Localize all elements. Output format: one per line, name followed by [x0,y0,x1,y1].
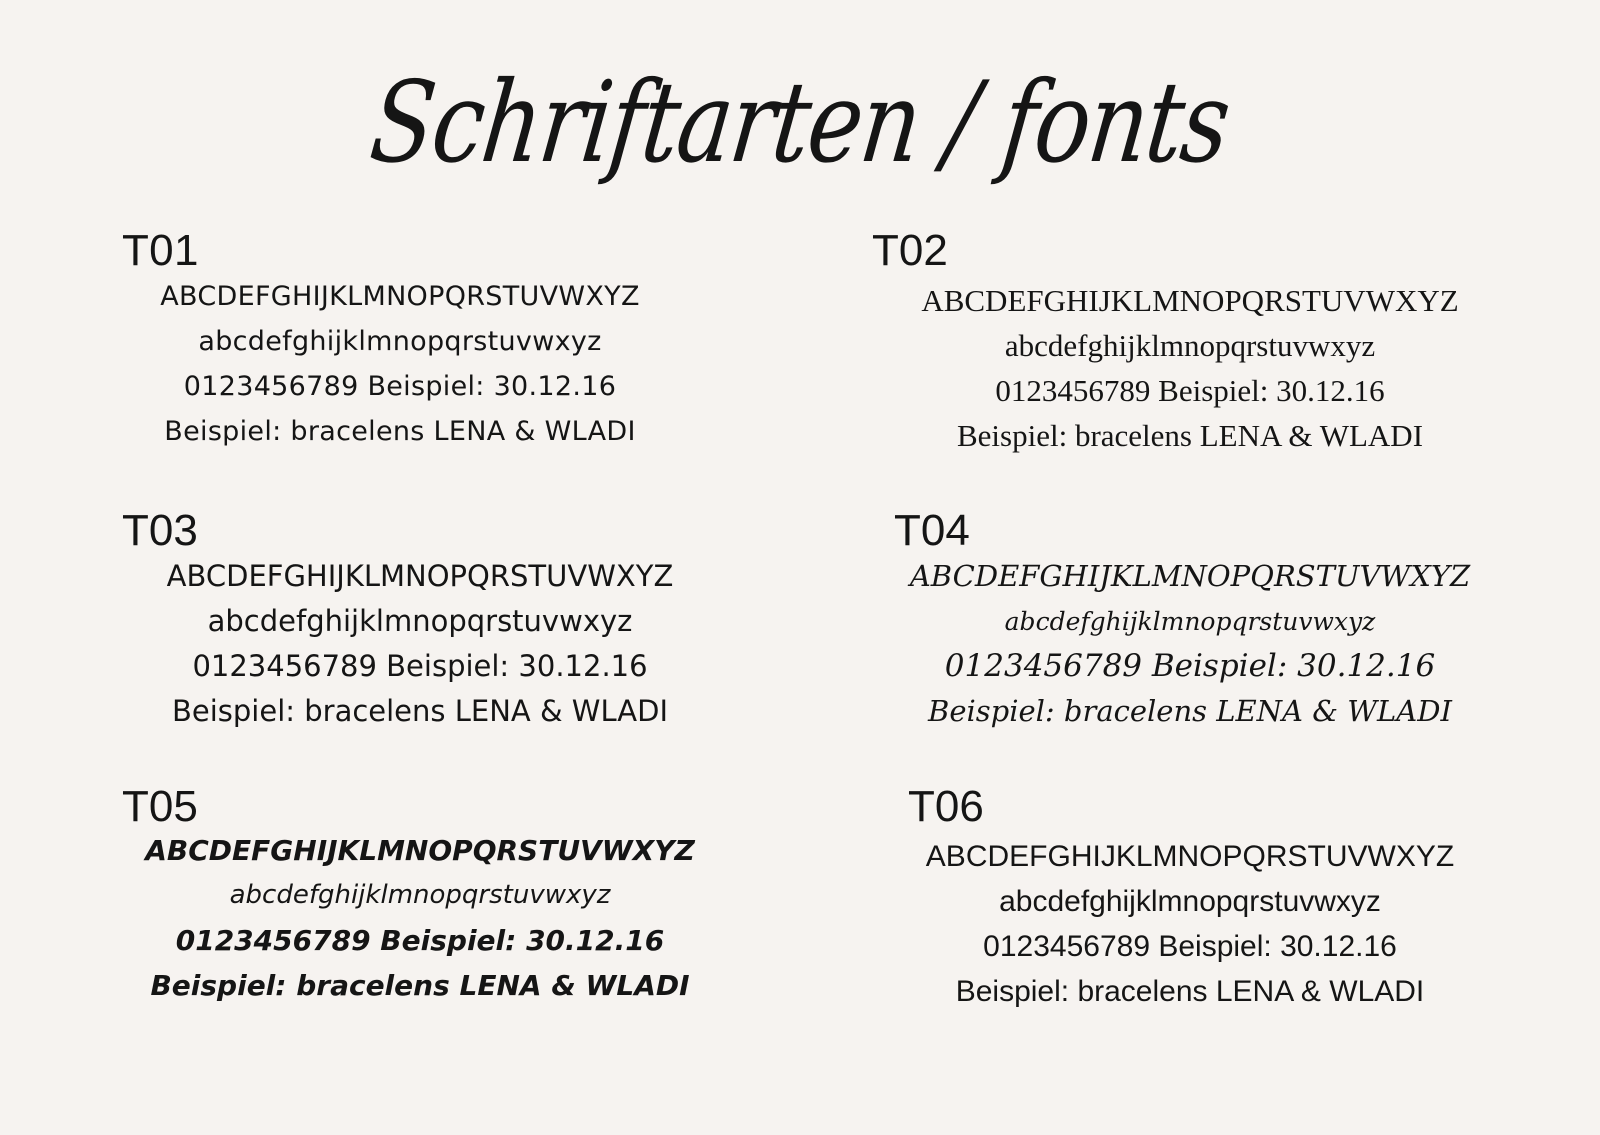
uppercase-sample: ABCDEFGHIJKLMNOPQRSTUVWXYZ [166,559,674,593]
lowercase-sample: abcdefghijklmnopqrstuvwxyz [1004,607,1376,636]
example-sample: Beispiel: bracelens LENA & WLADI [928,694,1452,728]
title-text: Schriftarten / fonts [364,58,1236,188]
font-label: T01 [122,226,199,275]
numbers-sample: 0123456789 Beispiel: 30.12.16 [944,648,1436,684]
lowercase-sample: abcdefghijklmnopqrstuvwxyz [198,326,602,357]
lowercase-sample: abcdefghijklmnopqrstuvwxyz [207,604,633,638]
example-sample: Beispiel: bracelens LENA & WLADI [956,418,1424,453]
example-sample: Beispiel: bracelens LENA & WLADI [164,416,636,447]
lowercase-sample: abcdefghijklmnopqrstuvwxyz [229,880,611,910]
font-label: T02 [872,226,948,275]
uppercase-sample: ABCDEFGHIJKLMNOPQRSTUVWXYZ [145,834,695,867]
numbers-sample: 0123456789 Beispiel: 30.12.16 [175,924,665,957]
example-sample: Beispiel: bracelens LENA & WLADI [150,969,690,1002]
page-title [0,28,1600,218]
font-label: T04 [894,506,970,555]
sample-lines [60,554,780,734]
sample-lines [830,278,1550,458]
numbers-sample: 0123456789 Beispiel: 30.12.16 [995,373,1385,408]
font-label: T05 [122,782,198,831]
numbers-sample: 0123456789 Beispiel: 30.12.16 [183,371,617,402]
uppercase-sample: ABCDEFGHIJKLMNOPQRSTUVWXYZ [921,283,1459,318]
font-label: T03 [122,506,198,555]
sample-lines [830,554,1550,734]
uppercase-sample: ABCDEFGHIJKLMNOPQRSTUVWXYZ [909,559,1471,593]
sample-lines [40,274,760,454]
example-sample: Beispiel: bracelens LENA & WLADI [171,694,669,728]
sample-lines [830,834,1550,1014]
lowercase-sample: abcdefghijklmnopqrstuvwxyz [1004,328,1376,363]
sample-lines [60,828,780,1008]
lowercase-sample: abcdefghijklmnopqrstuvwxyz [999,885,1381,918]
font-label: T06 [908,782,984,831]
numbers-sample: 0123456789 Beispiel: 30.12.16 [192,649,648,683]
uppercase-sample: ABCDEFGHIJKLMNOPQRSTUVWXYZ [160,281,640,312]
example-sample: Beispiel: bracelens LENA & WLADI [955,975,1425,1008]
numbers-sample: 0123456789 Beispiel: 30.12.16 [983,930,1397,963]
uppercase-sample: ABCDEFGHIJKLMNOPQRSTUVWXYZ [925,840,1455,873]
